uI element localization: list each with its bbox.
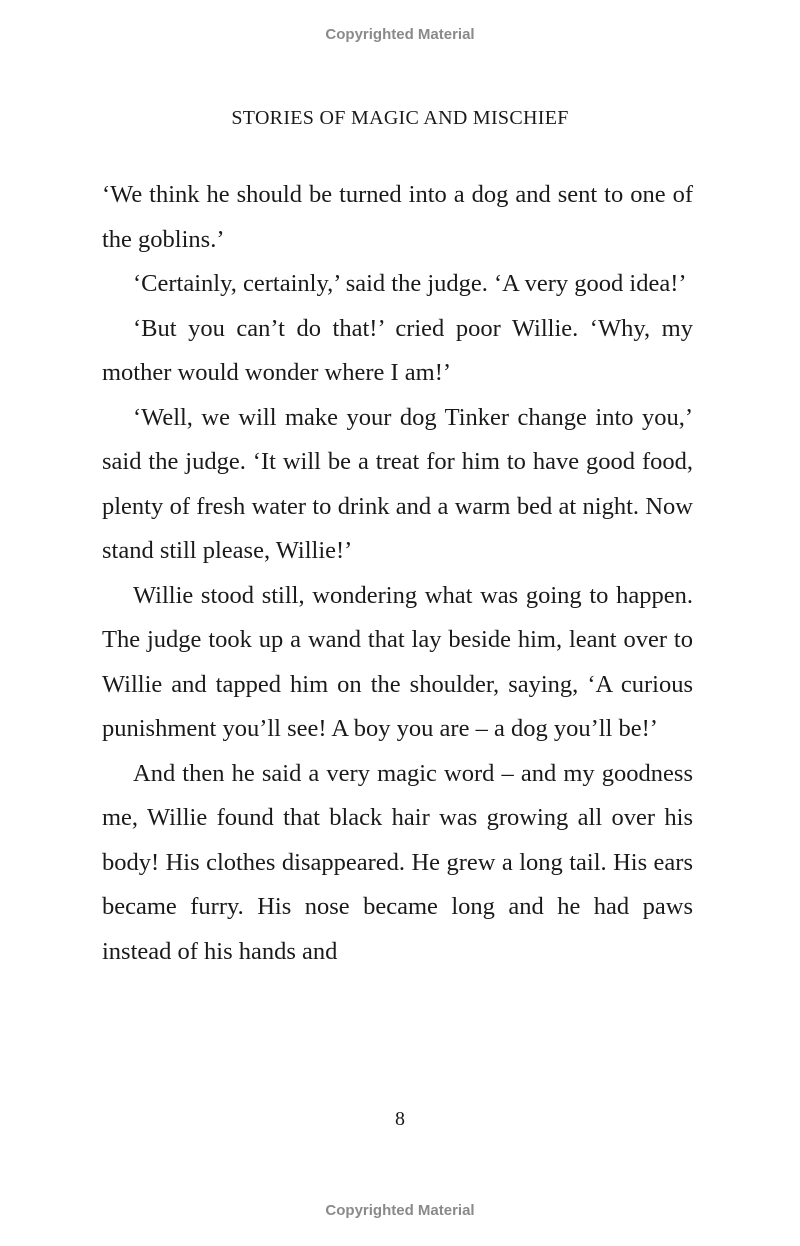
paragraph: And then he said a very magic word – and my goodness me, Willie found that black hair was growing all over his body! His clothes disappeared. He grew a long tail. His ears became furry. His nose became long and he had paws instead of his hands and [102, 759, 693, 965]
copyright-watermark-top: Copyrighted Material [325, 26, 475, 43]
paragraph: ‘Well, we will make your dog Tinker change into you,’ said the judge. ‘It will be a treat for him to have good food, plenty of fresh water to drink and a warm bed at night. Now stand still please, Willie!’ [102, 403, 693, 564]
paragraph: ‘We think he should be turned into a dog and sent to one of the goblins.’ [102, 181, 693, 253]
running-head: STORIES OF MAGIC AND MISCHIEF [231, 107, 569, 129]
paragraph: Willie stood still, wondering what was going to happen. The judge took up a wand that lay beside him, leant over to Willie and tapped him on the shoulder, saying, ‘A curious punishment you’ll see! A boy you are – a dog you’ll be!’ [102, 581, 693, 742]
page-number: 8 [395, 1108, 405, 1130]
paragraph: ‘But you can’t do that!’ cried poor Willie. ‘Why, my mother would wonder where I am!’ [102, 314, 693, 386]
copyright-watermark-bottom: Copyrighted Material [325, 1202, 475, 1219]
body-text [102, 173, 693, 974]
paragraph: ‘Certainly, certainly,’ said the judge. ‘A very good idea!’ [133, 270, 687, 297]
